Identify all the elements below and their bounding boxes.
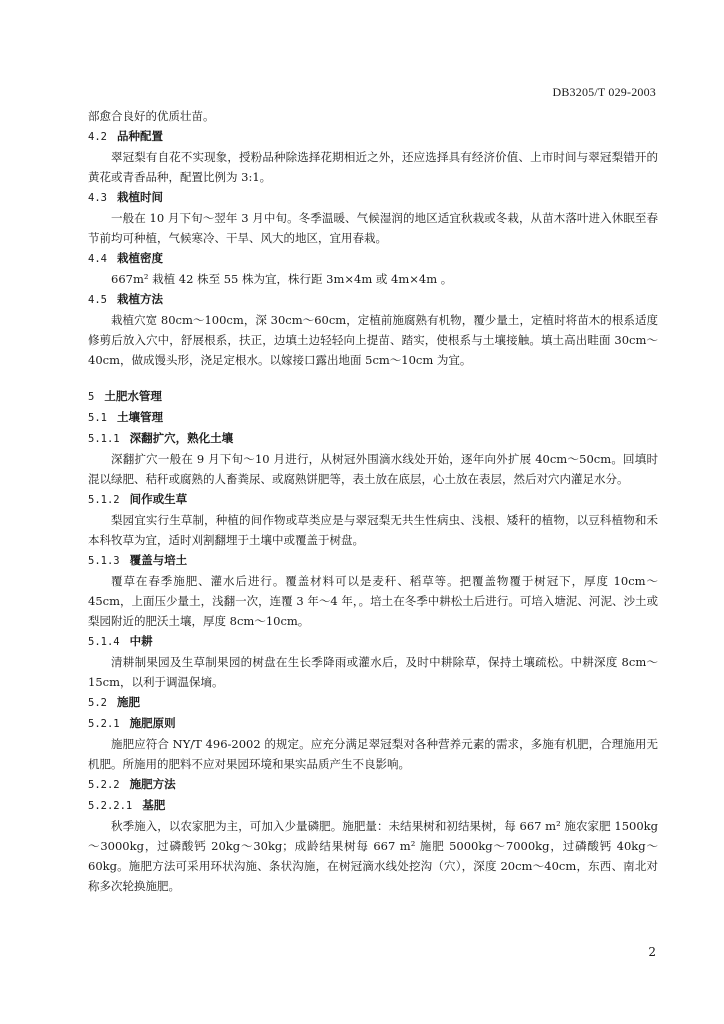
section-gap bbox=[88, 370, 658, 386]
page-number: 2 bbox=[648, 945, 656, 959]
section-number: 5.1.4 bbox=[88, 636, 120, 648]
section-title: 品种配置 bbox=[116, 129, 163, 143]
body-paragraph: 一般在 10 月下旬～翌年 3 月中旬。冬季温暖、气候湿润的地区适宜秋栽或冬栽，从苗木落叶进入休眠至春节前均可种植，气候寒冷、干旱、风大的地区，宜用春栽。 bbox=[88, 211, 658, 245]
section-title: 深翻扩穴，熟化土壤 bbox=[129, 431, 234, 445]
section-heading bbox=[88, 631, 658, 652]
section-heading bbox=[88, 126, 658, 147]
section-number: 4.2 bbox=[88, 131, 107, 143]
document-id: DB3205/T 029-2003 bbox=[552, 85, 656, 99]
section-title: 中耕 bbox=[129, 634, 153, 648]
section-heading bbox=[88, 489, 658, 510]
body-paragraph: 秋季施入，以农家肥为主，可加入少量磷肥。施肥量：未结果树和初结果树，每 667 m² 施农家肥 1500kg～3000kg，过磷酸钙 20kg～30kg；成龄结果树每 667 m² 施肥 5000kg～7000kg，过磷酸钙 40kg～60kg。施肥方法可采用环状沟施、条状沟施，在树冠滴水线处挖沟（穴），深度 20cm～40cm，东西、南北对称多次轮换施肥。 bbox=[88, 819, 658, 893]
body-paragraph: 施肥应符合 NY/T 496-2002 的规定。应充分满足翠冠梨对各种营养元素的需求，多施有机肥，合理施用无机肥。所施用的肥料不应对果园环境和果实品质产生不良影响。 bbox=[88, 737, 658, 771]
section-title: 覆盖与培土 bbox=[129, 553, 188, 567]
section-number: 5.1.3 bbox=[88, 555, 120, 567]
section-number: 5.2.2.1 bbox=[88, 800, 133, 812]
body-paragraph: 覆草在春季施肥、灌水后进行。覆盖材料可以是麦秆、稻草等。把覆盖物覆于树冠下，厚度 10cm～45cm，上面压少量土，浅翻一次，连覆 3 年～4 年，。培土在冬季中耕松土后进行。可培入塘泥、河泥、沙土或梨园附近的肥沃土壤，厚度 8cm～10cm。 bbox=[88, 574, 658, 628]
body-paragraph: 梨园宜实行生草制，种植的间作物或草类应是与翠冠梨无共生性病虫、浅根、矮秆的植物，以豆科植物和禾本科牧草为宜，适时刈割翻埋于土壤中或覆盖于树盘。 bbox=[88, 513, 658, 547]
section-title: 基肥 bbox=[142, 798, 166, 812]
section-number: 5 bbox=[88, 391, 95, 403]
section-heading bbox=[88, 187, 658, 208]
section-heading bbox=[88, 428, 658, 449]
section-title: 栽植密度 bbox=[116, 251, 163, 265]
section-title: 土肥水管理 bbox=[104, 389, 162, 403]
section-number: 4.4 bbox=[88, 253, 107, 265]
section-heading bbox=[88, 386, 658, 407]
section-title: 施肥原则 bbox=[129, 716, 176, 730]
body-paragraph: 深翻扩穴一般在 9 月下旬～10 月进行，从树冠外围滴水线处开始，逐年向外扩展 40cm～50cm。回填时混以绿肥、秸秆或腐熟的人畜粪尿、或腐熟饼肥等，表土放在底层，心土放在表层，然后对穴内灌足水分。 bbox=[88, 452, 658, 486]
section-title: 施肥方法 bbox=[129, 777, 176, 791]
section-heading bbox=[88, 774, 658, 795]
section-heading bbox=[88, 795, 658, 816]
section-heading bbox=[88, 550, 658, 571]
section-heading bbox=[88, 692, 658, 713]
section-heading bbox=[88, 713, 658, 734]
section-title: 土壤管理 bbox=[116, 410, 163, 424]
section-heading bbox=[88, 248, 658, 269]
section-title: 栽植方法 bbox=[116, 292, 163, 306]
document-body bbox=[88, 106, 658, 896]
section-title: 间作或生草 bbox=[129, 492, 188, 506]
section-number: 5.2 bbox=[88, 697, 107, 709]
section-heading bbox=[88, 289, 658, 310]
section-number: 5.1.2 bbox=[88, 494, 120, 506]
section-number: 5.1 bbox=[88, 412, 107, 424]
body-paragraph: 清耕制果园及生草制果园的树盘在生长季降雨或灌水后，及时中耕除草，保持土壤疏松。中耕深度 8cm～15cm，以利于调温保墒。 bbox=[88, 655, 658, 689]
section-number: 5.2.2 bbox=[88, 779, 120, 791]
section-heading bbox=[88, 407, 658, 428]
section-title: 栽植时间 bbox=[116, 190, 163, 204]
section-number: 4.5 bbox=[88, 294, 107, 306]
section-title: 施肥 bbox=[116, 695, 140, 709]
section-number: 4.3 bbox=[88, 192, 107, 204]
section-number: 5.2.1 bbox=[88, 718, 120, 730]
section-number: 5.1.1 bbox=[88, 433, 120, 445]
body-paragraph: 部愈合良好的优质壮苗。 bbox=[88, 109, 215, 123]
body-paragraph: 翠冠梨有自花不实现象，授粉品种除选择花期相近之外，还应选择具有经济价值、上市时间与翠冠梨错开的黄花或青香品种，配置比例为 3:1。 bbox=[88, 150, 658, 184]
body-paragraph: 栽植穴宽 80cm～100cm，深 30cm～60cm，定植前施腐熟有机物，覆少量土，定植时将苗木的根系适度修剪后放入穴中，舒展根系，扶正，边填土边轻轻向上提苗、踏实，使根系与土壤接触。填土高出畦面 30cm～40cm，做成馒头形，浇足定根水。以嫁接口露出地面 5cm～10cm 为宜。 bbox=[88, 313, 658, 367]
body-paragraph: 667m² 栽植 42 株至 55 株为宜，株行距 3m×4m 或 4m×4m 。 bbox=[111, 272, 453, 286]
